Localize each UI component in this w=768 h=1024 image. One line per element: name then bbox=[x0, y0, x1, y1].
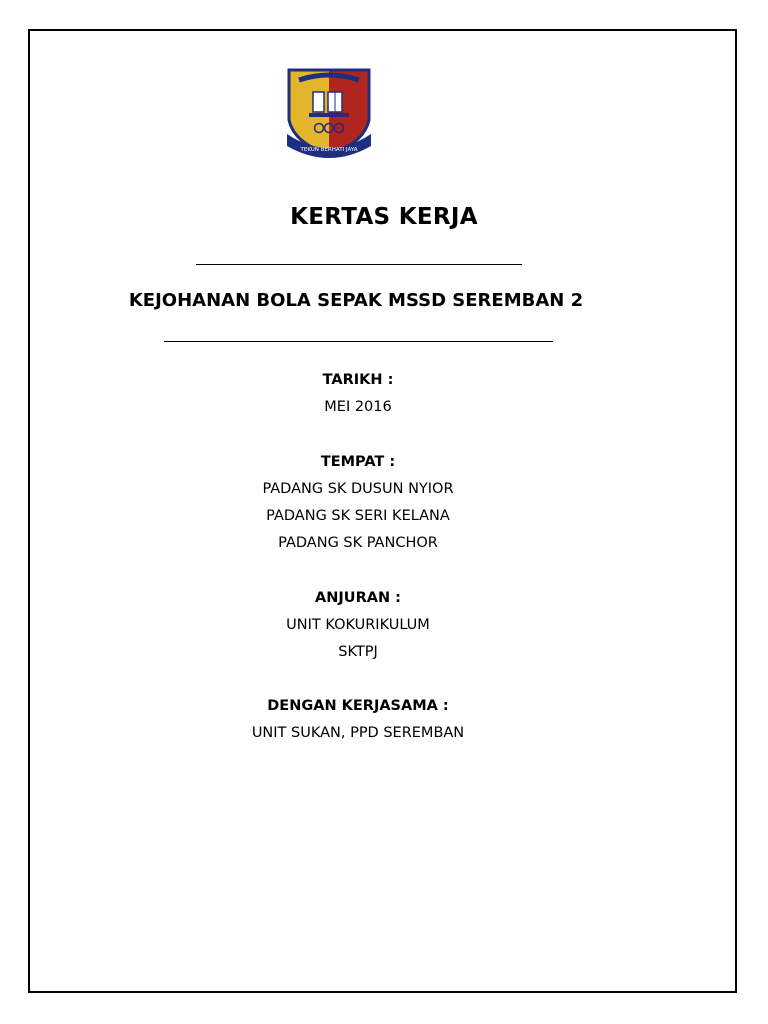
venue-line: PADANG SK SERI KELANA bbox=[266, 508, 450, 524]
date-value: MEI 2016 bbox=[324, 399, 392, 415]
organizer-label: ANJURAN : bbox=[315, 590, 401, 606]
collaboration-section bbox=[0, 693, 716, 747]
organizer-section bbox=[0, 585, 716, 666]
venue-label: TEMPAT : bbox=[320, 454, 396, 470]
title-divider bbox=[196, 264, 522, 265]
venue-section bbox=[0, 449, 716, 557]
venue-line: PADANG SK DUSUN NYIOR bbox=[262, 481, 454, 497]
collaboration-line: UNIT SUKAN, PPD SEREMBAN bbox=[251, 725, 465, 741]
document-title: KERTAS KERJA bbox=[290, 204, 478, 230]
date-label: TARIKH : bbox=[322, 372, 394, 388]
organizer-line: SKTPJ bbox=[338, 644, 378, 660]
event-divider bbox=[164, 341, 553, 342]
collaboration-label: DENGAN KERJASAMA : bbox=[267, 698, 449, 714]
svg-text:TEKUN BERHATI JAYA: TEKUN BERHATI JAYA bbox=[300, 147, 358, 153]
organizer-line: UNIT KOKURIKULUM bbox=[286, 617, 430, 633]
date-section bbox=[0, 367, 716, 421]
school-crest-logo bbox=[279, 62, 379, 164]
event-name: KEJOHANAN BOLA SEPAK MSSD SEREMBAN 2 bbox=[128, 290, 584, 311]
venue-line: PADANG SK PANCHOR bbox=[278, 535, 438, 551]
